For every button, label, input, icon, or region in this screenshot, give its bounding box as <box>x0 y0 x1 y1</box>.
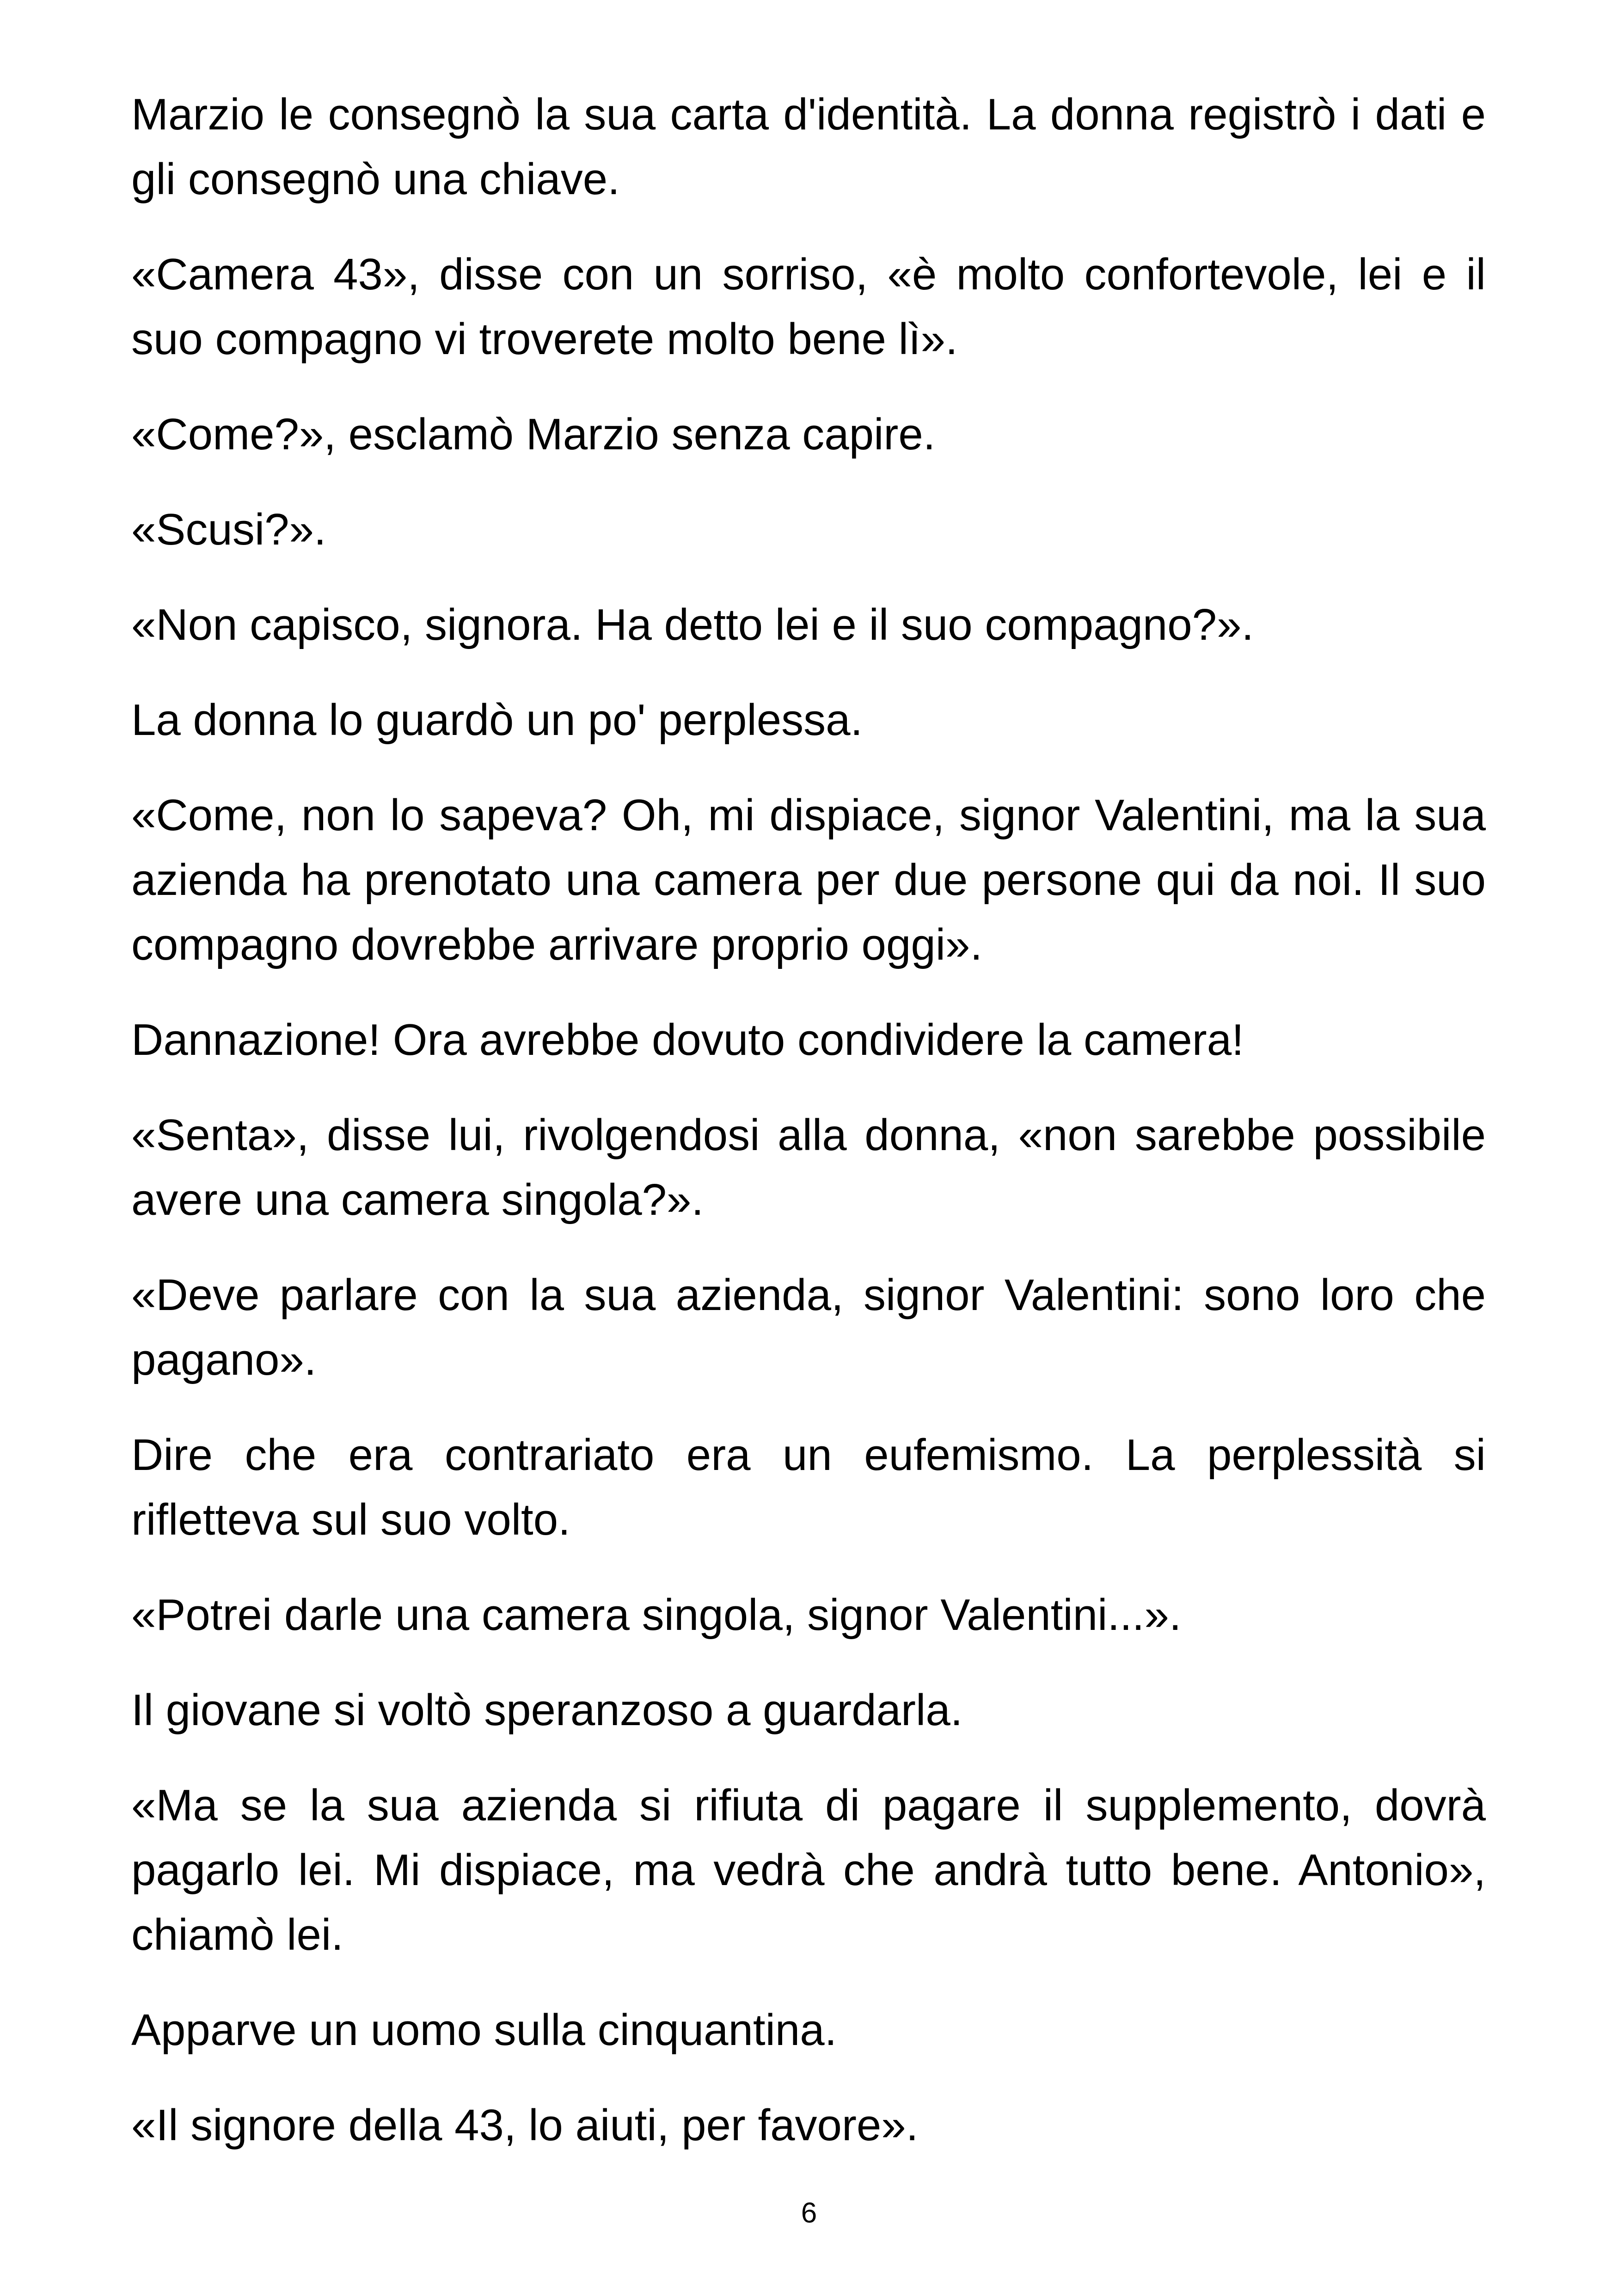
paragraph: «Non capisco, signora. Ha detto lei e il suo compagno?». <box>131 600 1254 649</box>
paragraph: «Senta», disse lui, rivolgendosi alla donna, «non sarebbe possibile avere una camera singola?». <box>131 1110 1486 1225</box>
paragraph: «Deve parlare con la sua azienda, signor Valentini: sono loro che pagano». <box>131 1270 1486 1384</box>
paragraph: «Camera 43», disse con un sorriso, «è molto confortevole, lei e il suo compagno vi troverete molto bene lì». <box>131 250 1486 364</box>
paragraph: Marzio le consegnò la sua carta d'identità. La donna registrò i dati e gli consegnò una chiave. <box>131 90 1486 204</box>
paragraph: «Ma se la sua azienda si rifiuta di pagare il supplemento, dovrà pagarlo lei. Mi dispiace, ma vedrà che andrà tutto bene. Antonio», chiamò lei. <box>131 1781 1486 1959</box>
paragraph: «Come, non lo sapeva? Oh, mi dispiace, signor Valentini, ma la sua azienda ha prenotato una camera per due persone qui da noi. Il suo compagno dovrebbe arrivare proprio oggi». <box>131 790 1486 969</box>
paragraph: «Potrei darle una camera singola, signor Valentini...». <box>131 1590 1182 1640</box>
paragraph: «Il signore della 43, lo aiuti, per favore». <box>131 2100 919 2150</box>
page-number: 6 <box>801 2197 817 2229</box>
paragraph: La donna lo guardò un po' perplessa. <box>131 695 863 745</box>
paragraph: Il giovane si voltò speranzoso a guardarla. <box>131 1685 963 1735</box>
paragraph: Dannazione! Ora avrebbe dovuto condividere la camera! <box>131 1015 1244 1065</box>
paragraph: «Come?», esclamò Marzio senza capire. <box>131 410 936 459</box>
paragraph: Dire che era contrariato era un eufemismo. La perplessità si rifletteva sul suo volto. <box>131 1430 1486 1544</box>
body-text <box>131 82 1486 2188</box>
paragraph: Apparve un uomo sulla cinquantina. <box>131 2005 837 2055</box>
paragraph: «Scusi?». <box>131 505 326 554</box>
